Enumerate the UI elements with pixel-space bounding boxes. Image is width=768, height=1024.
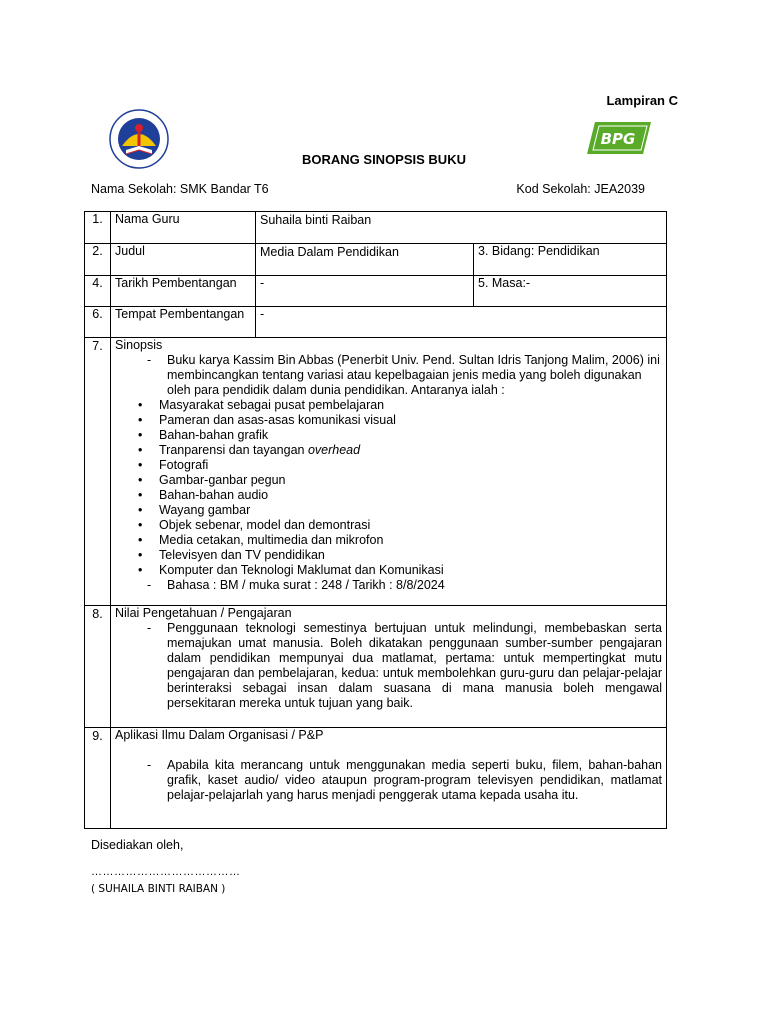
row-label: Tarikh Pembentangan [111,276,256,307]
row-number: 8. [85,606,111,728]
list-item: • Masyarakat sebagai pusat pembelajaran [159,398,662,413]
list-item-italic: overhead [307,443,361,457]
list-item: • Komputer dan Teknologi Maklumat dan Komunikasi [159,563,662,578]
list-item [159,443,662,458]
row-date [85,276,667,307]
synopsis-intro [147,353,662,398]
section-label: Aplikasi Ilmu Dalam Organisasi / P&P [115,728,324,742]
dash-marker: - [147,353,152,367]
row-application [85,728,667,829]
field-value: 3. Bidang: Pendidikan [474,244,667,276]
synopsis-footer-text: Bahasa : BM / muka surat : 248 / Tarikh : 8/8/2024 [167,578,445,592]
list-item: • Pameran dan asas-asas komunikasi visual [159,413,662,428]
list-item: • Bahan-bahan audio [159,488,662,503]
list-item: • Wayang gambar [159,503,662,518]
dash-marker: - [147,578,152,592]
knowledge-value-paragraph [147,621,662,711]
dash-marker: - [147,758,152,772]
row-number: 9. [85,728,111,829]
list-item: • Media cetakan, multimedia dan mikrofon [159,533,662,548]
row-number: 4. [85,276,111,307]
row-teacher-name [85,212,667,244]
row-venue [85,307,667,338]
synopsis-cell [111,338,667,606]
signer-name: ( SUHAILA BINTI RAIBAN ) [91,883,226,895]
time-value: 5. Masa:- [474,276,667,307]
teacher-name-value: Suhaila binti Raiban [256,212,667,244]
row-label: Tempat Pembentangan [111,307,256,338]
venue-value: - [256,307,667,338]
section-label: Nilai Pengetahuan / Pengajaran [115,606,292,620]
bpg-logo-text: BPG [600,130,636,148]
row-synopsis [85,338,667,606]
lampiran-label: Lampiran C [606,93,678,108]
row-label: Judul [111,244,256,276]
synopsis-intro-text: Buku karya Kassim Bin Abbas (Penerbit Univ. Pend. Sultan Idris Tanjong Malim, 2006) ini membincangkan tentang variasi atau kepelbagaian jenis media yang boleh digunakan oleh para pendidik dalam dunia pendidikan. Antaranya ialah : [167,353,660,397]
section-label: Sinopsis [115,338,163,352]
prepared-by-label: Disediakan oleh, [91,838,184,852]
bpg-logo-icon [585,120,653,156]
application-cell [111,728,667,829]
row-number: 7. [85,338,111,606]
school-name: Nama Sekolah: SMK Bandar T6 [91,182,269,196]
synopsis-footer [147,578,662,593]
row-number: 2. [85,244,111,276]
row-label: Nama Guru [111,212,256,244]
form-title: BORANG SINOPSIS BUKU [302,152,466,167]
row-number: 1. [85,212,111,244]
synopsis-form-table [84,211,667,829]
list-item: • Televisyen dan TV pendidikan [159,548,662,563]
school-code: Kod Sekolah: JEA2039 [516,182,645,196]
date-value: - [256,276,474,307]
list-item: • Objek sebenar, model dan demontrasi [159,518,662,533]
row-knowledge-value [85,606,667,728]
list-item: • Fotografi [159,458,662,473]
application-text: Apabila kita merancang untuk menggunakan media seperti buku, filem, bahan-bahan grafik, kaset audio/ video ataupun program-program televisyen pendidikan, matlamat pelajar-pelajarlah yang harus menjadi penggerak utama kepada usaha itu. [167,758,663,802]
media-list [115,398,662,578]
knowledge-value-cell [111,606,667,728]
signature-line: ………………………………… [91,866,241,878]
row-title [85,244,667,276]
list-item: • Gambar-ganbar pegun [159,473,662,488]
book-title-value: Media Dalam Pendidikan [256,244,474,276]
dash-marker: - [147,621,152,635]
list-item: • Bahan-bahan grafik [159,428,662,443]
row-number: 6. [85,307,111,338]
list-item-text: Tranparensi dan tayangan [159,443,308,457]
application-paragraph [147,758,662,803]
knowledge-value-text: Penggunaan teknologi semestinya bertujuan untuk melindungi, membebaskan serta memajukan umat manusia. Boleh dikatakan penggunaan sumber-sumber pengajaran dalam pendidikan mempunyai dua matlamat, pertama: untuk mempertingkat mutu pengajaran dan pembelajaran, kedua: untuk membolehkan guru-guru dan pelajar-pelajar berinteraksi sebagai insan dalam suasana di mana manusia boleh mengawal persekitaran mereka untuk tujuan yang baik. [167,621,663,710]
